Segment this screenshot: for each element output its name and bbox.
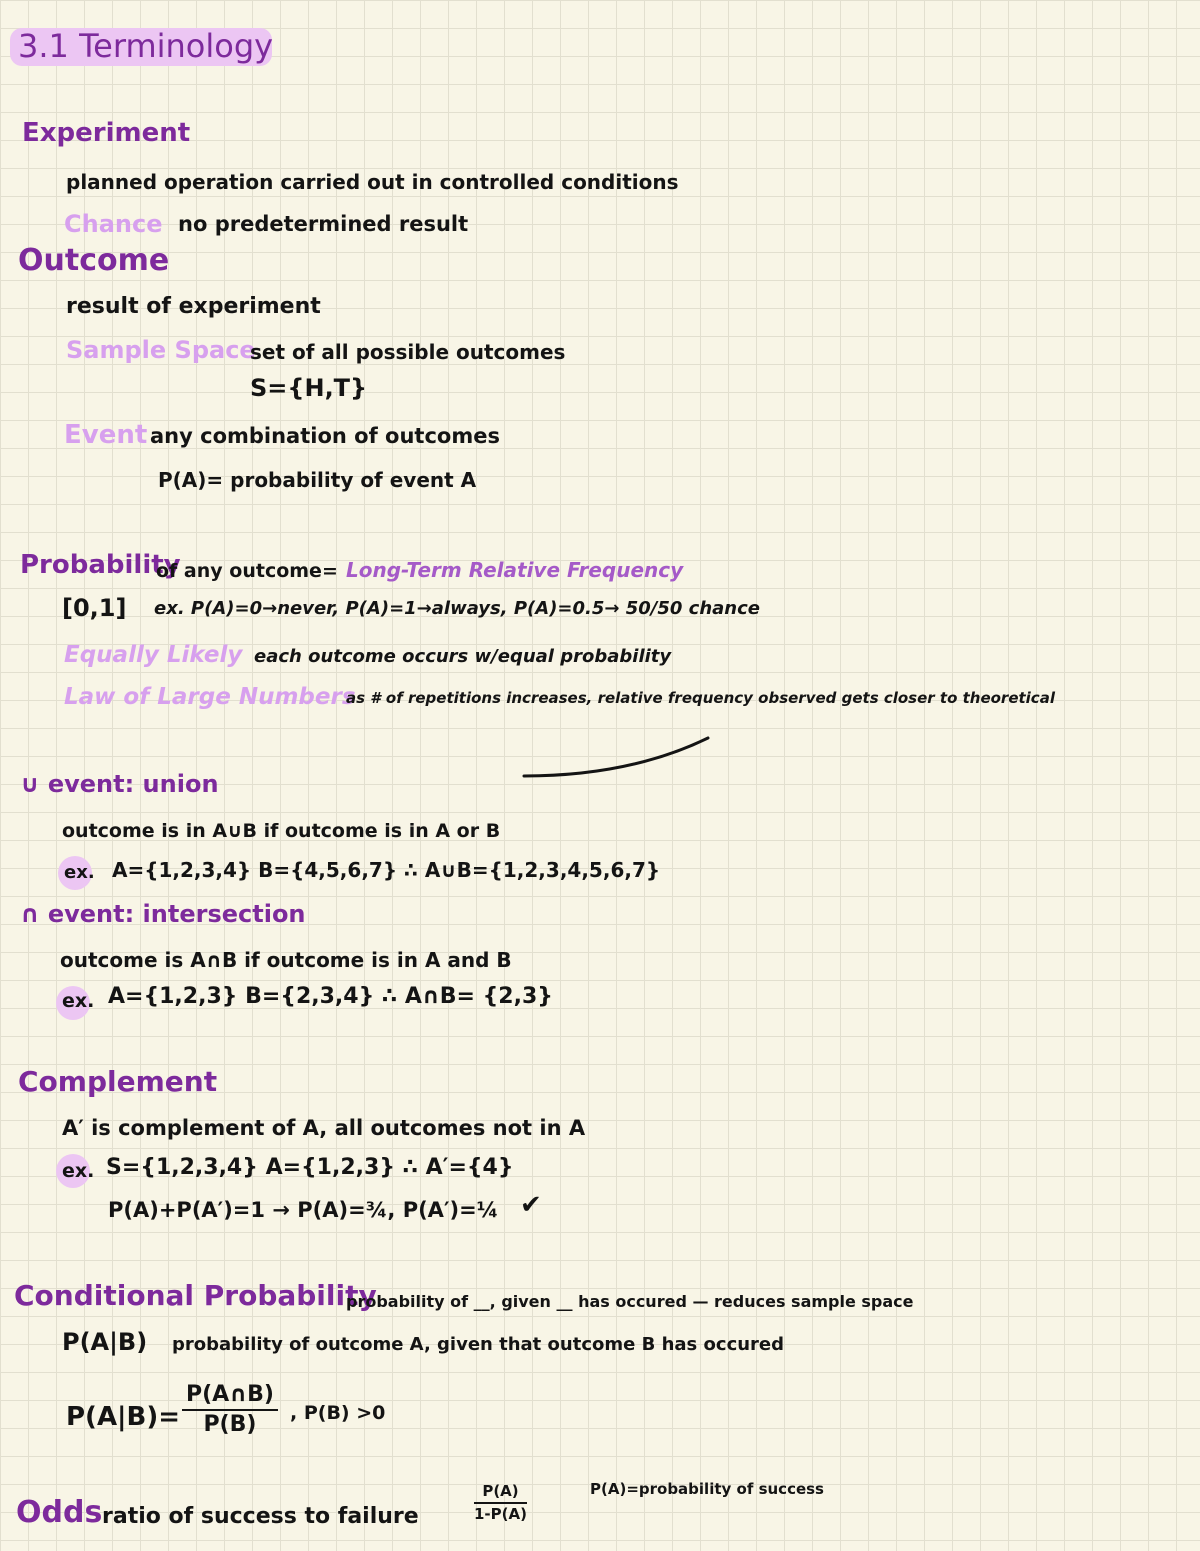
outcome-heading: Outcome	[18, 243, 170, 278]
experiment-definition: planned operation carried out in controlled conditions	[66, 170, 679, 194]
complement-example-label: ex.	[62, 1160, 95, 1182]
intersection-example-label: ex.	[62, 990, 95, 1012]
union-definition: outcome is in A∪B if outcome is in A or B	[62, 820, 501, 842]
conditional-formula-numerator: P(A∩B)	[182, 1384, 278, 1411]
event-definition: any combination of outcomes	[150, 424, 500, 448]
probability-heading: Probability	[20, 550, 181, 580]
probability-definition: of any outcome=	[156, 560, 338, 582]
sample-space-example: S={H,T}	[250, 374, 368, 402]
sample-space-definition: set of all possible outcomes	[250, 340, 566, 364]
outcome-definition: result of experiment	[66, 294, 321, 319]
equally-likely-definition: each outcome occurs w/equal probability	[254, 646, 672, 667]
equally-likely-term: Equally Likely	[64, 642, 243, 668]
complement-identity: P(A)+P(A′)=1 → P(A)=¾, P(A′)=¼	[108, 1198, 499, 1222]
odds-definition: ratio of success to failure	[102, 1504, 419, 1529]
odds-fraction	[474, 1484, 527, 1522]
union-example: A={1,2,3,4} B={4,5,6,7} ∴ A∪B={1,2,3,4,5,6,7}	[112, 858, 661, 882]
complement-definition: A′ is complement of A, all outcomes not in A	[62, 1116, 586, 1140]
experiment-heading: Experiment	[22, 118, 191, 148]
conditional-formula-lhs: P(A|B)=	[66, 1402, 181, 1432]
odds-denominator: 1-P(A)	[474, 1505, 527, 1523]
sample-space-term: Sample Space	[66, 336, 256, 364]
conditional-probability-heading: Conditional Probability	[14, 1279, 377, 1312]
complement-example: S={1,2,3,4} A={1,2,3} ∴ A′={4}	[106, 1155, 514, 1180]
long-term-relative-frequency-term: Long-Term Relative Frequency	[346, 558, 684, 582]
convergence-curve-sketch	[520, 732, 720, 782]
conditional-formula-denominator: P(B)	[203, 1412, 257, 1437]
conditional-probability-definition: probability of __, given __ has occured — reduces sample space	[346, 1292, 914, 1311]
conditional-formula-condition: , P(B) >0	[290, 1402, 386, 1424]
law-of-large-numbers-definition: as # of repetitions increases, relative frequency observed gets closer to theoretical	[346, 689, 1055, 707]
odds-note: P(A)=probability of success	[590, 1480, 824, 1498]
probability-range: [0,1]	[62, 594, 127, 622]
probability-examples: ex. P(A)=0→never, P(A)=1→always, P(A)=0.5→ 50/50 chance	[154, 598, 760, 619]
union-heading: ∪ event: union	[20, 770, 219, 798]
odds-numerator: P(A)	[474, 1484, 527, 1504]
event-term: Event	[64, 420, 148, 450]
conditional-notation-definition: probability of outcome A, given that outcome B has occured	[172, 1334, 785, 1355]
odds-heading: Odds	[16, 1495, 103, 1530]
law-of-large-numbers-term: Law of Large Numbers	[64, 684, 356, 710]
chance-definition: no predetermined result	[178, 212, 469, 236]
intersection-heading: ∩ event: intersection	[20, 900, 306, 928]
intersection-definition: outcome is A∩B if outcome is in A and B	[60, 948, 512, 972]
check-mark-icon: ✔	[520, 1190, 542, 1220]
page-title: 3.1 Terminology	[18, 27, 274, 65]
conditional-notation: P(A|B)	[62, 1328, 148, 1356]
complement-heading: Complement	[18, 1065, 218, 1098]
conditional-formula-fraction	[182, 1384, 278, 1436]
intersection-example: A={1,2,3} B={2,3,4} ∴ A∩B= {2,3}	[108, 984, 553, 1009]
chance-term: Chance	[64, 210, 163, 238]
union-example-label: ex.	[64, 862, 95, 883]
event-probability-notation: P(A)= probability of event A	[158, 468, 477, 492]
